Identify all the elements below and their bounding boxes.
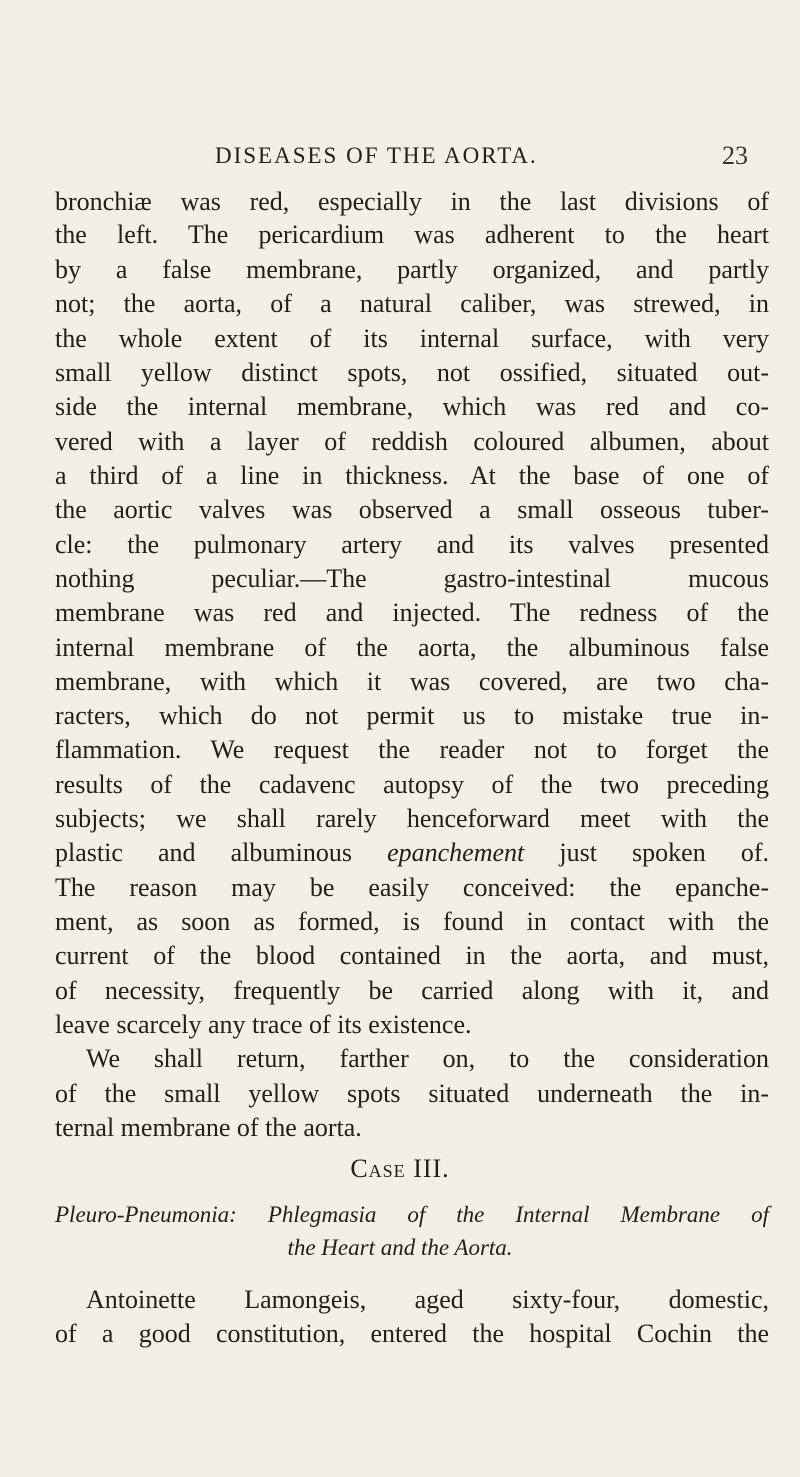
case-heading-word: Case: [350, 1154, 406, 1183]
text-run: just spoken of.: [524, 838, 769, 867]
text-line: subjects; we shall rarely henceforward meet with the: [55, 804, 769, 833]
text-line: nothing peculiar.—The gastro-intestinal mucous: [55, 564, 769, 593]
text-line: racters, which do not permit us to mistake true in-: [55, 701, 769, 730]
text-line: leave scarcely any trace of its existence.: [55, 1010, 472, 1039]
text-line: of the small yellow spots situated underneath the in-: [55, 1079, 769, 1108]
case-heading-number: III.: [413, 1154, 450, 1183]
text-line: of necessity, frequently be carried along with it, and: [55, 976, 769, 1005]
text-line: flammation. We request the reader not to forget the: [55, 735, 769, 764]
text-line: bronchiæ was red, especially in the last divisions of: [55, 187, 769, 216]
text-line: results of the cadavenc autopsy of the two preceding: [55, 770, 769, 799]
text-line: cle: the pulmonary artery and its valves presented: [55, 530, 769, 559]
text-line: vered with a layer of reddish coloured albumen, about: [55, 427, 769, 456]
text-line: ternal membrane of the aorta.: [55, 1113, 362, 1142]
text-line: the aortic valves was observed a small osseous tuber-: [55, 495, 769, 524]
text-line: current of the blood contained in the aorta, and must,: [55, 941, 769, 970]
text-line: We shall return, farther on, to the consideration: [86, 1044, 769, 1073]
text-line: a third of a line in thickness. At the base of one of: [55, 461, 769, 490]
text-line: of a good constitution, entered the hospital Cochin the: [55, 1319, 769, 1348]
running-head: DISEASES OF THE AORTA.: [215, 143, 538, 168]
text-line: by a false membrane, partly organized, and partly: [55, 255, 769, 284]
text-line: Antoinette Lamongeis, aged sixty-four, domestic,: [86, 1285, 769, 1314]
case-heading: [0, 1154, 800, 1184]
text-line: side the internal membrane, which was red and co-: [55, 392, 769, 421]
text-line: not; the aorta, of a natural caliber, was strewed, in: [55, 289, 769, 318]
case-subtitle-line: Pleuro-Pneumonia: Phlegmasia of the Internal Membrane of: [55, 1202, 769, 1227]
text-line: the left. The pericardium was adherent to the heart: [55, 220, 769, 249]
case-subtitle-line: the Heart and the Aorta.: [287, 1235, 513, 1260]
text-line: small yellow distinct spots, not ossified, situated out-: [55, 358, 769, 387]
text-line: internal membrane of the aorta, the albuminous false: [55, 633, 769, 662]
text-line: the whole extent of its internal surface, with very: [55, 324, 769, 353]
text-line: membrane was red and injected. The redness of the: [55, 598, 769, 627]
text-line: membrane, with which it was covered, are two cha-: [55, 667, 769, 696]
text-line: ment, as soon as formed, is found in contact with the: [55, 907, 769, 936]
text-line-with-italic: [55, 836, 769, 870]
text-run: plastic and albuminous: [55, 838, 388, 867]
text-line: The reason may be easily conceived: the epanche-: [55, 873, 769, 902]
italic-term: epanchement: [387, 838, 525, 867]
page-number: 23: [722, 141, 748, 170]
